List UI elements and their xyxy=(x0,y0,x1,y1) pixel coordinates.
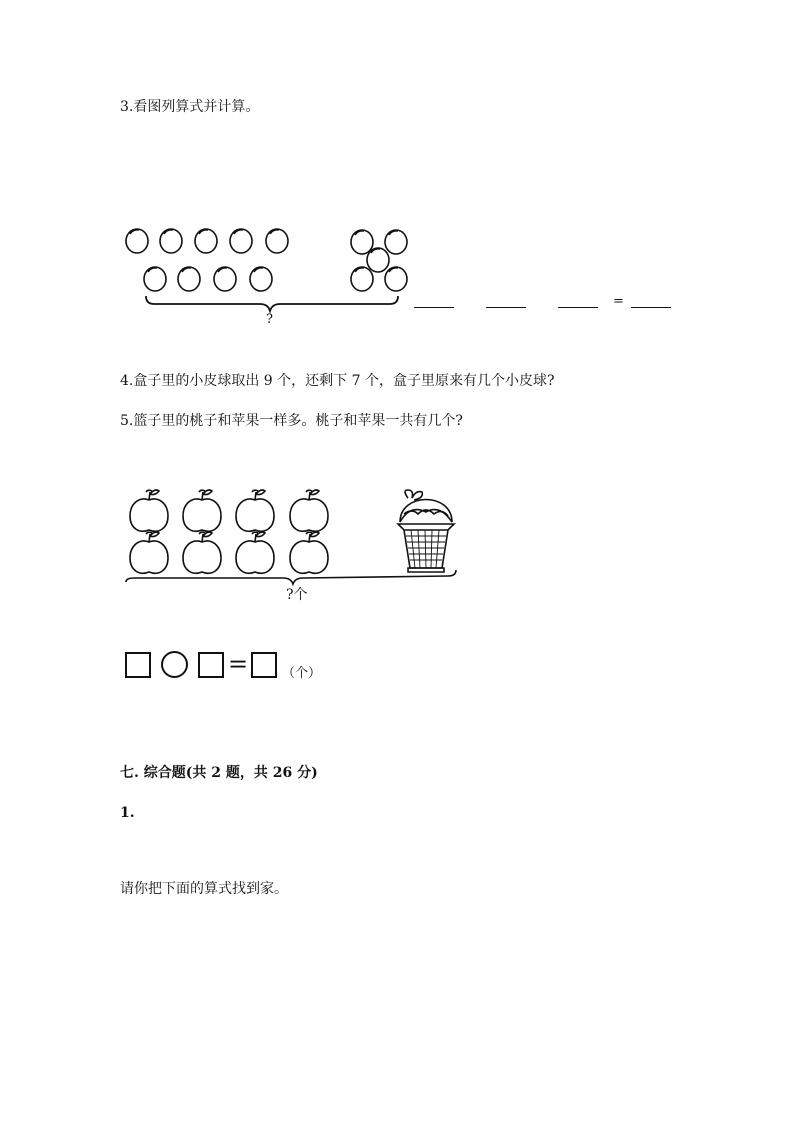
answer-blank-3[interactable] xyxy=(558,307,598,308)
question-3-title: 3.看图列算式并计算。 xyxy=(120,99,260,115)
apple-icon xyxy=(236,490,274,531)
apple-icon xyxy=(130,490,168,531)
apple-icon xyxy=(130,532,168,573)
answer-box-3[interactable] xyxy=(251,652,277,678)
section-7-instruction: 请你把下面的算式找到家。 xyxy=(120,881,288,897)
ball-icon xyxy=(160,229,182,253)
ball-icon xyxy=(178,267,200,291)
ball-icon xyxy=(266,229,288,253)
equals-sign: = xyxy=(228,650,249,678)
question-5-text: 5.篮子里的桃子和苹果一样多。桃子和苹果一共有几个? xyxy=(120,413,463,429)
ball-icon xyxy=(351,267,373,291)
ball-icon xyxy=(126,229,148,253)
brace-question-label: ? xyxy=(266,312,273,327)
ball-icon xyxy=(385,230,407,254)
apple-icon xyxy=(290,532,328,573)
unit-label: （个） xyxy=(282,666,322,681)
ball-icon xyxy=(214,267,236,291)
equals-sign: = xyxy=(613,294,624,309)
item-1-number: 1. xyxy=(120,805,135,821)
ball-icon xyxy=(385,267,407,291)
answer-blank-4[interactable] xyxy=(631,307,671,308)
question-4-text: 4.盒子里的小皮球取出 9 个，还剩下 7 个，盒子里原来有几个小皮球? xyxy=(120,373,555,389)
answer-blank-1[interactable] xyxy=(414,307,454,308)
basket-icon xyxy=(398,490,454,572)
ball-icon xyxy=(351,230,373,254)
answer-box-1[interactable] xyxy=(125,652,151,678)
ball-icon xyxy=(367,248,389,272)
brace xyxy=(126,570,456,584)
apple-icon xyxy=(183,490,221,531)
answer-blank-2[interactable] xyxy=(486,307,526,308)
apple-icon xyxy=(183,532,221,573)
operator-circle[interactable] xyxy=(161,651,188,678)
ball-icon xyxy=(144,267,166,291)
balls-figure xyxy=(110,220,420,335)
answer-box-2[interactable] xyxy=(198,652,224,678)
ball-icon xyxy=(250,267,272,291)
brace xyxy=(146,296,398,311)
apple-icon xyxy=(290,490,328,531)
brace-count-label: ?个 xyxy=(286,587,308,603)
ball-icon xyxy=(230,229,252,253)
section-7-heading: 七. 综合题(共 2 题，共 26 分) xyxy=(120,765,318,781)
apple-icon xyxy=(236,532,274,573)
apples-basket-figure xyxy=(118,484,468,594)
ball-icon xyxy=(195,229,217,253)
